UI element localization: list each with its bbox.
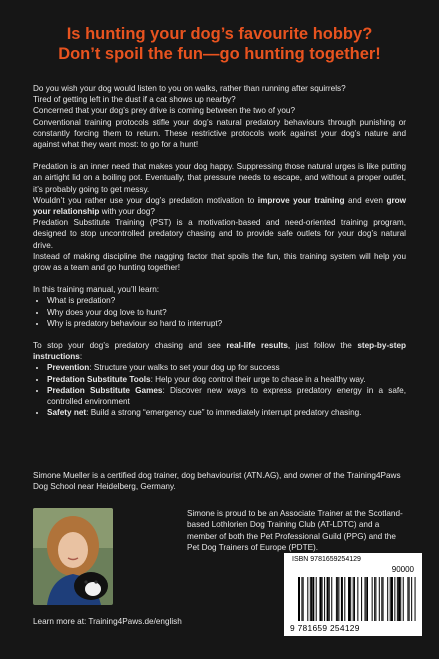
- list-item: • Predation Substitute Games: Discover new ways to express predatory energy in a safe, controlled environment: [47, 385, 406, 407]
- intro-paragraph: Conventional training protocols stifle your dog’s natural predatory behaviours through punishing or constantly forcing them to return. These restrictive protocols work against your dog’s nature and against what they want most: to go for a hunt!: [33, 117, 406, 150]
- headline-line-2: Don’t spoil the fun—go hunting together!: [58, 45, 381, 63]
- motivation-paragraph: Wouldn’t you rather use your dog’s predation motivation to improve your training and even grow your relationship with your dog?: [33, 195, 406, 217]
- list-item: • Safety net: Build a strong “emergency cue” to immediately interrupt predatory chasing.: [47, 407, 406, 418]
- list-item: • Predation Substitute Tools: Help your dog control their urge to chase in a healthy way.: [47, 374, 406, 385]
- associate-text: Simone is proud to be an Associate Trainer at the Scotland-based Lothlorien Dog Training Club (AT-LDTC) and a member of both the Pet Professional Guild (PPG) and the Pet Dog Trainers of Europe (PDTE).: [187, 509, 403, 553]
- learn-list: [33, 295, 406, 329]
- predation-paragraph: Predation is an inner need that makes your dog happy. Suppressing those natural urges is like putting an airtight lid on a boiling pot. Eventually, that pressure needs to escape, and without a proper outlet, it’s probably going to get messy.: [33, 162, 406, 194]
- website-link[interactable]: Learn more at: Training4Paws.de/english: [33, 617, 182, 626]
- isbn-barcode: [284, 553, 422, 636]
- learn-intro: In this training manual, you’ll learn:: [33, 285, 160, 295]
- isbn-label: ISBN 9781659254129: [292, 556, 361, 563]
- intro-line: Concerned that your dog’s prey drive is coming between the two of you?: [33, 106, 295, 116]
- isbn-digits: 9 781659 254129: [290, 623, 360, 633]
- improve-training-emphasis: improve your training: [257, 195, 345, 205]
- author-bio: Simone Mueller is a certified dog trainer, dog behaviourist (ATN.AG), and owner of the Training4Paws Dog School near Heidelberg, Germany.: [33, 471, 401, 492]
- intro-line: Do you wish your dog would listen to you on walks, rather than running after squirrels?: [33, 84, 346, 93]
- team-paragraph: Instead of making discipline the nagging factor that spoils the fun, this training system will help you grow as a team and go hunting together!: [33, 251, 406, 273]
- description-body: [33, 83, 406, 418]
- headline: [10, 24, 429, 64]
- intro-line: Tired of getting left in the dust if a cat shows up nearby?: [33, 95, 236, 105]
- headline-line-1: Is hunting your dog’s favourite hobby?: [66, 25, 373, 43]
- list-item: • What is predation?: [47, 295, 406, 306]
- pst-paragraph: Predation Substitute Training (PST) is a motivation-based and need-oriented training program, designed to stop uncontrolled predatory chasing and to provide safe outlets for your dog’s natural drive.: [33, 218, 406, 250]
- list-item: • Why does your dog love to hunt?: [47, 307, 406, 318]
- list-item: • Prevention: Structure your walks to set your dog up for success: [47, 362, 406, 373]
- steps-list: [33, 362, 406, 418]
- list-item: • Why is predatory behaviour so hard to interrupt?: [47, 318, 406, 329]
- author-with-dog-image: [33, 508, 113, 605]
- relationship-emphasis: grow your relationship: [33, 195, 406, 217]
- author-photo: [33, 508, 113, 605]
- steps-intro: To stop your dog’s predatory chasing and see real-life results, just follow the step-by-step instructions:: [33, 341, 407, 362]
- price-code: 90000: [391, 565, 414, 574]
